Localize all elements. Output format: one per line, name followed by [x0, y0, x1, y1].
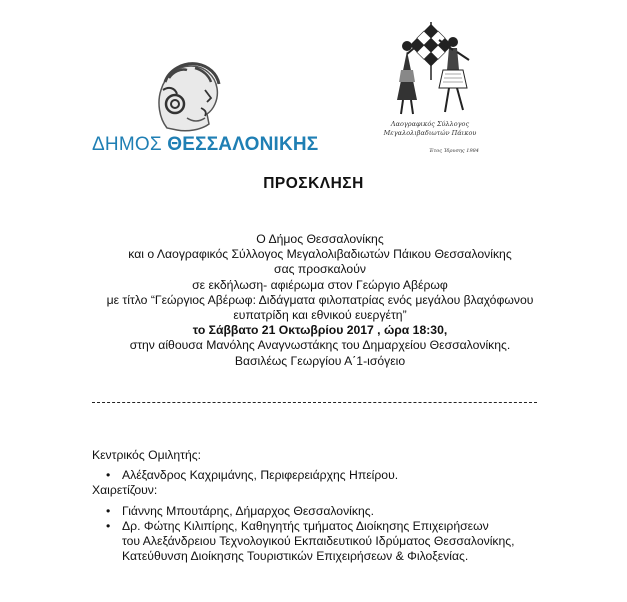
- invitation-line: σε εκδήλωση- αφιέρωμα στον Γεώργιο Αβέρωφ: [192, 277, 448, 292]
- keynote-list: [92, 468, 612, 483]
- greeting-continuation: του Αλεξάνδρειου Τεχνολογικού Εκπαιδευτικού Ιδρύματος Θεσσαλονίκης,: [122, 534, 515, 549]
- invitation-line: και ο Λαογραφικός Σύλλογος Μεγαλολιβαδιωτών Πάικου Θεσσαλονίκης: [128, 247, 512, 262]
- invitation-text: [40, 232, 600, 369]
- list-item: • Αλέξανδρος Καχριμάνης, Περιφερειάρχης Ηπείρου.: [92, 468, 612, 483]
- invitation-line: με τίτλο “Γεώργιος Αβέρωφ: Διδάγματα φιλοπατρίας ενός μεγάλου βλαχόφωνου: [106, 292, 534, 307]
- page-title: ΠΡΟΣΚΛΗΣΗ: [263, 175, 364, 192]
- greetings-label: Χαιρετίζουν:: [92, 483, 158, 498]
- association-logo: [375, 20, 485, 158]
- logo-text-light: ΔΗΜΟΣ: [92, 134, 162, 155]
- municipality-logo: [92, 58, 319, 158]
- event-venue: στην αίθουσα Μανόλης Αναγνωστάκης του Δημαρχείου Θεσσαλονίκης.: [129, 338, 511, 353]
- logo-text-bold: ΘΕΣΣΑΛΟΝΙΚΗΣ: [167, 134, 319, 155]
- association-caption-line2: Μεγαλολιβαδιωτών Πάικου: [383, 129, 477, 137]
- keynote-label: Κεντρικός Ομιλητής:: [92, 448, 202, 462]
- event-datetime: το Σάββατο 21 Οκτωβρίου 2017 , ώρα 18:30,: [192, 323, 448, 338]
- dashed-divider: [92, 402, 537, 403]
- association-caption-line3: Έτος Ίδρυσης 1984: [429, 148, 479, 154]
- greeting-continuation: Κατεύθυνση Διοίκησης Τουριστικών Επιχειρήσεων & Φιλοξενίας.: [122, 549, 469, 564]
- invitation-line: σας προσκαλούν: [274, 262, 366, 277]
- list-item: • Δρ. Φώτης Κιλιπίρης, Καθηγητής τμήματος Διοίκησης Επιχειρήσεων: [92, 519, 612, 534]
- invitation-line: ευπατρίδη και εθνικού ευεργέτη”: [233, 308, 407, 323]
- list-item: • Γιάννης Μπουτάρης, Δήμαρχος Θεσσαλονίκης.: [92, 504, 612, 519]
- event-address: Βασιλέως Γεωργίου Α΄1-ισόγειο: [234, 353, 406, 368]
- speakers-section: [92, 448, 612, 564]
- association-caption-line1: Λαογραφικός Σύλλογος: [390, 120, 470, 128]
- folk-dancers-icon: [383, 20, 477, 118]
- invitation-line: Ο Δήμος Θεσσαλονίκης: [256, 232, 384, 246]
- greetings-list: [92, 504, 612, 534]
- alexander-head-icon: [147, 58, 225, 134]
- municipality-logo-text: [92, 134, 318, 156]
